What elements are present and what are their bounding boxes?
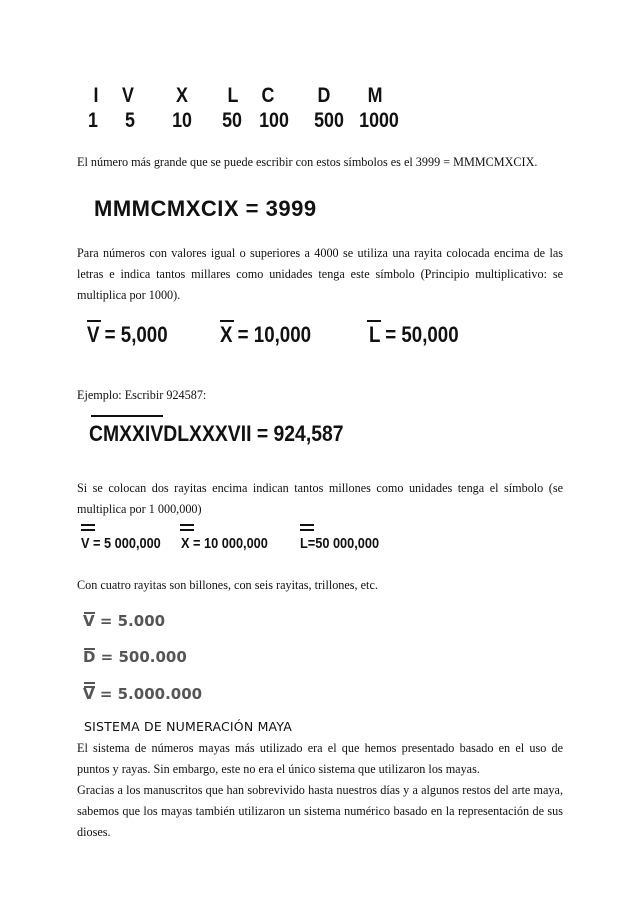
value-50: 50: [222, 109, 242, 132]
overline-bar: [81, 524, 95, 526]
value-1000: 1000: [359, 109, 399, 132]
symbol-X: X: [176, 84, 188, 107]
paragraph-maya-2: Gracias a los manuscritos que han sobrevivido hasta nuestros días y a algunos restos del arte maya, sabemos que los mayas también utilizaron un sistema numérico basado en la representación de sus dioses.: [77, 783, 563, 839]
paragraph-four-bars-rule: Con cuatro rayitas son billones, con seis rayitas, trillones, etc.: [77, 578, 378, 592]
symbol-V: V: [122, 84, 134, 107]
overline-bar: [300, 529, 314, 531]
symbol-C: C: [261, 84, 275, 107]
value-100: 100: [259, 109, 289, 132]
overline-bar: [180, 529, 194, 531]
equation-3999: MMMCMXCIX = 3999: [94, 196, 317, 221]
thousands-example-X: X = 10,000: [220, 322, 312, 347]
thousands-example-L: L = 50,000: [369, 322, 459, 347]
paragraph-example-intro: Ejemplo: Escribir 924587:: [77, 388, 207, 402]
overline-bar: [84, 682, 95, 684]
millions-example-X: X = 10 000,000: [181, 535, 268, 552]
symbol-L: L: [227, 84, 239, 107]
overline-example-V-thousand: V = 5.000: [83, 612, 166, 630]
example-924587-text: CMXXIVDLXXXVII = 924,587: [89, 421, 344, 446]
overline-example-V-million: V = 5.000.000: [83, 685, 203, 703]
millions-example-L: L=50 000,000: [300, 535, 380, 552]
value-1: 1: [88, 109, 98, 132]
overline-bar: [81, 529, 95, 531]
symbol-D: D: [317, 84, 331, 107]
paragraph-rayita-rule: Para números con valores igual o superiores a 4000 se utiliza una rayita colocada encima de las letras e indica tantos millares como unidades tenga este símbolo (Principio multiplicativo: se multiplica por 1000).: [77, 246, 563, 302]
symbol-I: I: [93, 84, 99, 107]
symbol-M: M: [367, 84, 383, 107]
overline-bar: [300, 524, 314, 526]
millions-example-V: V = 5 000,000: [81, 535, 161, 552]
value-5: 5: [125, 109, 135, 132]
paragraph-two-bars-rule: Si se colocan dos rayitas encima indican tantos millones como unidades tenga el símbolo (se multiplica por 1 000,000): [77, 481, 563, 516]
paragraph-maya-1: El sistema de números mayas más utilizado era el que hemos presentado basado en el uso de puntos y rayas. Sin embargo, este no era el único sistema que utilizaron los mayas.: [77, 741, 563, 776]
value-10: 10: [172, 109, 192, 132]
thousands-example-V: V = 5,000: [87, 322, 168, 347]
section-heading-maya: SISTEMA DE NUMERACIÓN MAYA: [84, 719, 292, 734]
paragraph-largest-number: El número más grande que se puede escribir con estos símbolos es el 3999 = MMMCMXCIX.: [77, 155, 538, 169]
overline-bar: [91, 415, 163, 417]
overline-bar: [180, 524, 194, 526]
overline-example-D: D = 500.000: [83, 648, 187, 666]
value-500: 500: [314, 109, 344, 132]
